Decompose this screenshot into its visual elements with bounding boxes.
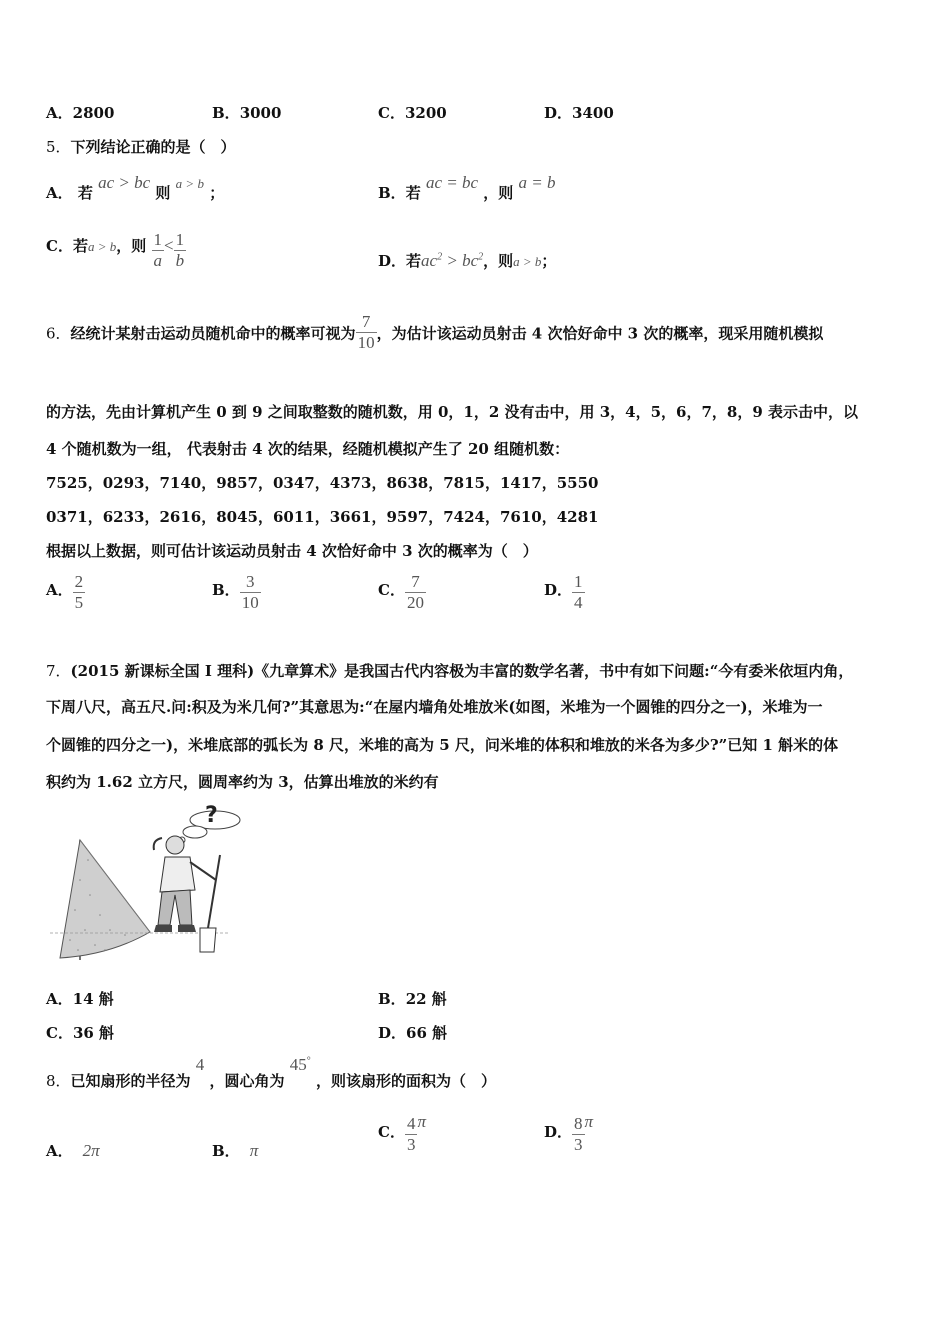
q6-option-d[interactable]	[544, 572, 585, 613]
q7-line-3: 个圆锥的四分之一)，米堆底部的弧长为 8 尺，米堆的高为 5 尺，问米堆的体积和堆放的米各为多少?”已知 1 斛米的体	[46, 736, 839, 754]
option-label: D．	[544, 580, 573, 599]
q5-option-a[interactable]	[46, 172, 224, 212]
q6-line-3: 4 个随机数为一组， 代表射击 4 次的结果，经随机模拟产生了 20 组随机数：	[46, 440, 570, 458]
math-expression: a = b	[518, 173, 556, 192]
math-expression: π	[249, 1141, 259, 1160]
question-text: 经统计某射击运动员随机命中的概率可视为	[70, 324, 356, 343]
option-text: ，则	[483, 252, 514, 270]
fraction: $\frac{1}{b}$	[175, 230, 185, 270]
math-expression: ac > bc	[98, 173, 151, 192]
option-label: D．	[378, 1024, 407, 1042]
q6-random-numbers-2: 0371，6233，2616，8045，6011，3661，9597，7424，7610，4281	[46, 508, 599, 526]
fraction: $\frac{2}{5}$	[74, 572, 84, 612]
math-expression: ac = bc	[425, 173, 478, 192]
option-text: 3000	[239, 104, 282, 122]
math-expression: 2π	[82, 1141, 100, 1160]
q6-option-a[interactable]	[46, 572, 85, 613]
question-number: 5．	[46, 138, 71, 156]
rice-cone-icon	[60, 840, 150, 958]
fraction: $\frac{3}{10}$	[241, 572, 259, 612]
q4-option-a[interactable]	[46, 102, 114, 123]
question-mark-icon: ?	[205, 803, 218, 828]
option-text: 若	[405, 184, 421, 202]
question-text: ，圆心角为	[209, 1072, 285, 1090]
question-text: (2015 新课标全国 I 理科)《九章算术》是我国古代内容极为丰富的数学名著，书中有如下问题:“今有委米依垣内角，	[70, 662, 854, 680]
q8-option-a[interactable]	[46, 1140, 100, 1161]
option-label: C．	[378, 104, 405, 122]
question-number: 7．	[46, 662, 71, 680]
option-label: D．	[378, 252, 407, 270]
rice-pile-figure	[50, 800, 250, 965]
q7-option-b[interactable]	[378, 988, 447, 1009]
option-label: A．	[46, 1142, 73, 1160]
option-label: A．	[46, 184, 73, 202]
q6-option-b[interactable]	[212, 572, 261, 613]
option-label: A．	[46, 580, 73, 599]
option-label: B．	[212, 104, 240, 122]
math-expression: 45°	[289, 1055, 311, 1074]
option-label: C．	[378, 1122, 405, 1141]
option-label: C．	[46, 236, 73, 255]
q4-option-b[interactable]	[212, 102, 281, 123]
shovel-icon	[208, 855, 220, 928]
option-text: 3400	[572, 104, 614, 122]
man-head-icon	[166, 836, 184, 854]
option-text: 2800	[72, 104, 115, 122]
option-text: 66 斛	[406, 1024, 448, 1042]
math-expression: π	[417, 1111, 426, 1131]
q8-option-c[interactable]	[378, 1111, 426, 1155]
option-label: A．	[46, 104, 73, 122]
q8-stem	[46, 1054, 496, 1090]
q4-option-d[interactable]	[544, 102, 614, 123]
q5-option-c[interactable]	[46, 230, 186, 280]
math-expression: π	[584, 1111, 594, 1131]
q7-option-d[interactable]	[378, 1022, 447, 1043]
option-text: 36 斛	[72, 1024, 115, 1042]
q4-option-c[interactable]	[378, 102, 447, 123]
option-label: B．	[212, 1142, 240, 1160]
q8-option-d[interactable]	[544, 1111, 594, 1155]
question-number: 6．	[46, 324, 71, 343]
math-expression: 4	[195, 1055, 205, 1074]
q7-line-1	[46, 660, 853, 681]
q7-option-c[interactable]	[46, 1022, 114, 1043]
q5-stem	[46, 136, 236, 157]
option-text: ；	[541, 252, 557, 270]
fraction: $\frac{7}{20}$	[406, 572, 424, 612]
q5-option-b[interactable]	[378, 172, 555, 212]
q7-option-a[interactable]	[46, 988, 114, 1009]
q7-line-4: 积约为 1.62 立方尺，圆周率约为 3，估算出堆放的米约有	[46, 773, 439, 791]
option-label: A．	[46, 990, 73, 1008]
question-number: 8．	[46, 1072, 71, 1090]
math-expression: $ac^2 > bc^2$	[421, 251, 484, 270]
math-operator: <	[164, 235, 174, 255]
q6-option-c[interactable]	[378, 572, 426, 613]
q5-option-d[interactable]	[378, 250, 556, 271]
option-text: 则	[155, 184, 171, 202]
fraction: $\frac{1}{4}$	[574, 572, 583, 612]
q6-random-numbers-1: 7525，0293，7140，9857，0347，4373，8638，7815，1417，5550	[46, 474, 599, 492]
option-text: ；	[209, 184, 225, 202]
option-label: C．	[378, 580, 405, 599]
option-label: C．	[46, 1024, 73, 1042]
q8-option-b[interactable]	[212, 1140, 258, 1161]
option-label: D．	[544, 1122, 573, 1141]
option-text: 若	[406, 252, 422, 270]
option-label: B．	[378, 990, 406, 1008]
option-text: ，则	[483, 184, 514, 202]
math-expression: a > b	[513, 254, 542, 269]
question-text: ，则该扇形的面积为（ ）	[316, 1072, 497, 1090]
math-expression: a > b	[175, 176, 204, 191]
question-text: 已知扇形的半径为	[70, 1072, 191, 1090]
man-body-icon	[160, 857, 195, 892]
option-text: 若	[72, 236, 88, 255]
q7-line-2: 下周八尺，高五尺.问:积及为米几何?”其意思为:“在屋内墙角处堆放米(如图，米堆为一个圆锥的四分之一)，米堆为一	[46, 698, 823, 716]
option-text: 22 斛	[405, 990, 447, 1008]
question-text: 下列结论正确的是（ ）	[70, 138, 236, 156]
option-text: 3200	[404, 104, 447, 122]
fraction: $\frac{4}{3}$	[406, 1114, 416, 1154]
q6-line-2: 的方法，先由计算机产生 0 到 9 之间取整数的随机数，用 0，1，2 没有击中，用 3，4，5，6，7，8，9 表示击中，以	[46, 403, 859, 421]
fraction: $\frac{1}{a}$	[153, 230, 162, 270]
math-expression: a > b	[87, 238, 117, 254]
option-text: 若	[77, 184, 93, 202]
option-text: ，则	[116, 236, 147, 255]
fraction: $\frac{7}{10}$	[357, 312, 375, 352]
q6-line-6: 根据以上数据，则可估计该运动员射击 4 次恰好命中 3 次的概率为（ ）	[46, 542, 538, 560]
option-label: B．	[212, 580, 240, 599]
q6-line-1	[46, 314, 823, 355]
fraction: $\frac{8}{3}$	[574, 1114, 583, 1154]
option-label: D．	[544, 104, 573, 122]
question-text: ，为估计该运动员射击 4 次恰好命中 3 次的概率，现采用随机模拟	[376, 324, 824, 343]
option-label: B．	[378, 184, 406, 202]
option-text: 14 斛	[72, 990, 114, 1008]
